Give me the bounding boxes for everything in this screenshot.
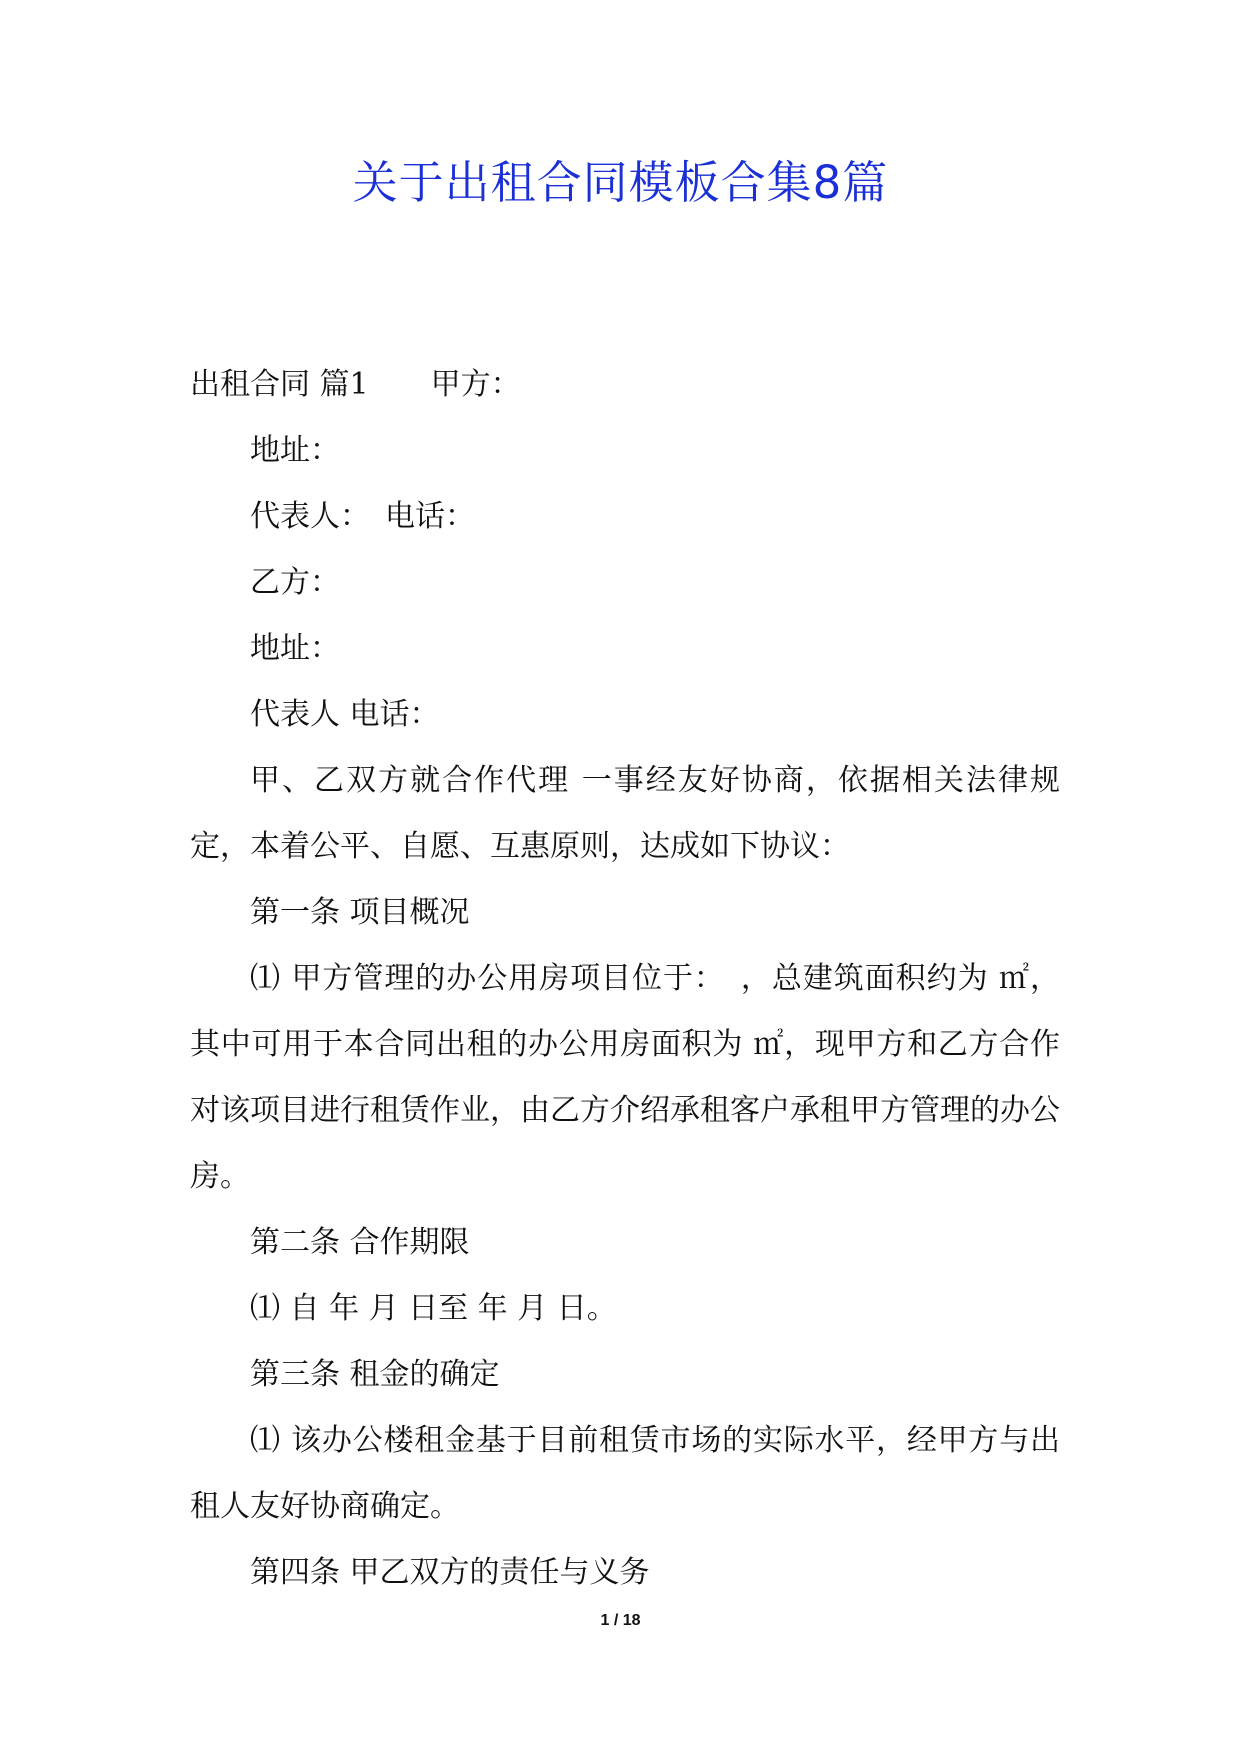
party-b-label: 乙方： [250, 565, 340, 600]
party-a-label: 甲方： [430, 367, 521, 402]
party-b-address: 地址： [250, 631, 340, 666]
article-3-clause-1: ⑴ 该办公楼租金基于目前租赁市场的实际水平，经甲方与出租人友好协商确定。 [190, 1423, 1060, 1524]
article-4-title: 第四条 甲乙双方的责任与义务 [250, 1555, 650, 1590]
document-body [190, 352, 1060, 1606]
party-a-address: 地址： [250, 433, 340, 468]
article-2-title: 第二条 合作期限 [250, 1225, 470, 1260]
section-header-line [190, 352, 1060, 418]
section-header: 出租合同 篇1 [190, 367, 369, 402]
article-2-clause-1: ⑴ 自 年 月 日至 年 月 日。 [250, 1291, 617, 1326]
intro-paragraph: 甲、乙双方就合作代理 一事经友好协商，依据相关法律规定，本着公平、自愿、互惠原则，达成如下协议： [190, 763, 1060, 864]
party-a-representative: 代表人： 电话： [250, 499, 475, 534]
party-b-representative: 代表人 电话： [250, 697, 440, 732]
article-1-title: 第一条 项目概况 [250, 895, 470, 930]
page-number: 1 / 18 [600, 1612, 641, 1629]
article-3-title: 第三条 租金的确定 [250, 1357, 500, 1392]
article-1-clause-1: ⑴ 甲方管理的办公用房项目位于： ，总建筑面积约为 ㎡，其中可用于本合同出租的办公用房面积为 ㎡，现甲方和乙方合作对该项目进行租赁作业，由乙方介绍承租客户承租甲方管理的办公房。 [190, 961, 1060, 1194]
document-title: 关于出租合同模板合集8篇 [352, 156, 889, 209]
